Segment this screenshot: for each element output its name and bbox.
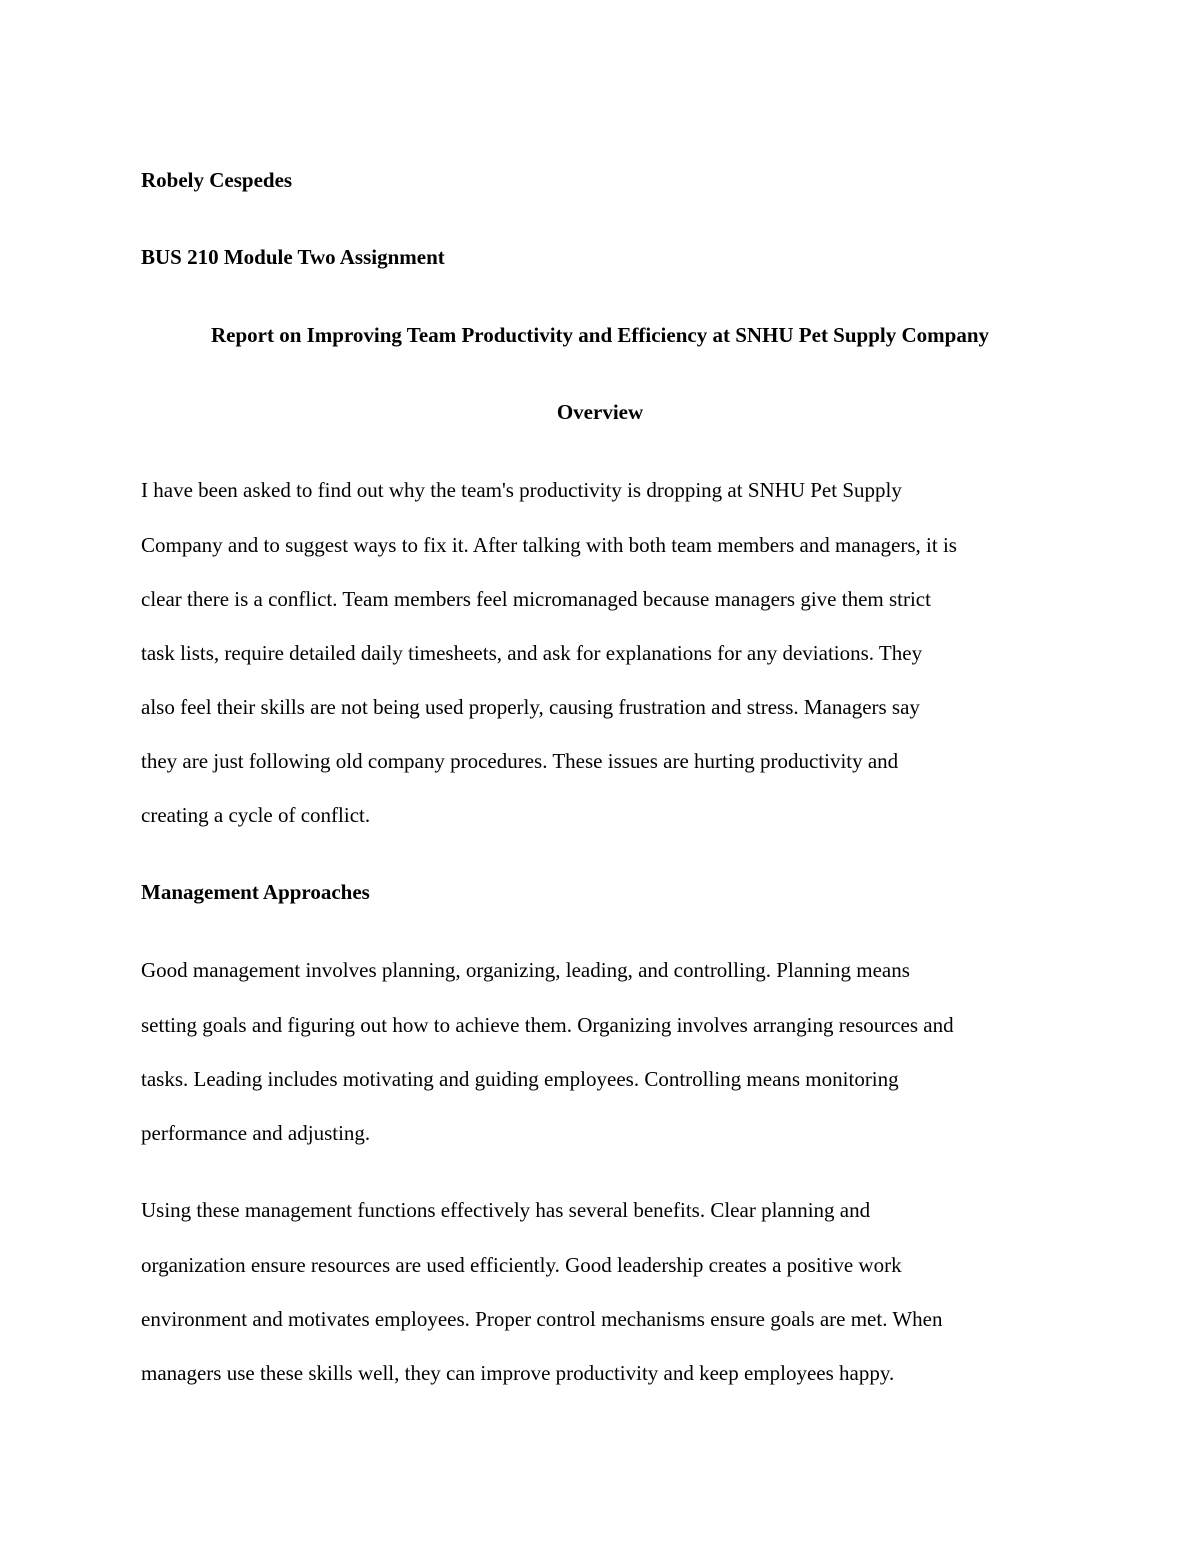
author-name: Robely Cespedes bbox=[141, 168, 293, 192]
paragraph-line: managers use these skills well, they can improve productivity and keep employees happy. bbox=[141, 1361, 895, 1385]
paragraph-line: Using these management functions effectively has several benefits. Clear planning and bbox=[141, 1198, 871, 1222]
paragraph-line: task lists, require detailed daily timesheets, and ask for explanations for any deviations. They bbox=[141, 641, 923, 665]
paragraph-line: organization ensure resources are used efficiently. Good leadership creates a positive work bbox=[141, 1253, 902, 1277]
section-heading-management-approaches: Management Approaches bbox=[141, 880, 370, 904]
paragraph-line: performance and adjusting. bbox=[141, 1121, 371, 1145]
paragraph-line: setting goals and figuring out how to achieve them. Organizing involves arranging resources and bbox=[141, 1013, 954, 1037]
course-assignment: BUS 210 Module Two Assignment bbox=[141, 245, 445, 269]
paragraph-line: Company and to suggest ways to fix it. After talking with both team members and managers, it is bbox=[141, 533, 957, 557]
paragraph-line: environment and motivates employees. Proper control mechanisms ensure goals are met. When bbox=[141, 1307, 943, 1331]
paragraph-line: clear there is a conflict. Team members feel micromanaged because managers give them strict bbox=[141, 587, 931, 611]
paragraph-line: also feel their skills are not being used properly, causing frustration and stress. Managers say bbox=[141, 695, 920, 719]
report-title: Report on Improving Team Productivity and Efficiency at SNHU Pet Supply Company bbox=[210, 323, 990, 347]
paragraph-line: I have been asked to find out why the team's productivity is dropping at SNHU Pet Supply bbox=[141, 478, 902, 502]
paragraph-line: Good management involves planning, organizing, leading, and controlling. Planning means bbox=[141, 958, 910, 982]
paragraph-line: tasks. Leading includes motivating and guiding employees. Controlling means monitoring bbox=[141, 1067, 899, 1091]
paragraph-line: they are just following old company procedures. These issues are hurting productivity and bbox=[141, 749, 899, 773]
section-heading-overview: Overview bbox=[556, 400, 644, 424]
paragraph-line: creating a cycle of conflict. bbox=[141, 803, 371, 827]
